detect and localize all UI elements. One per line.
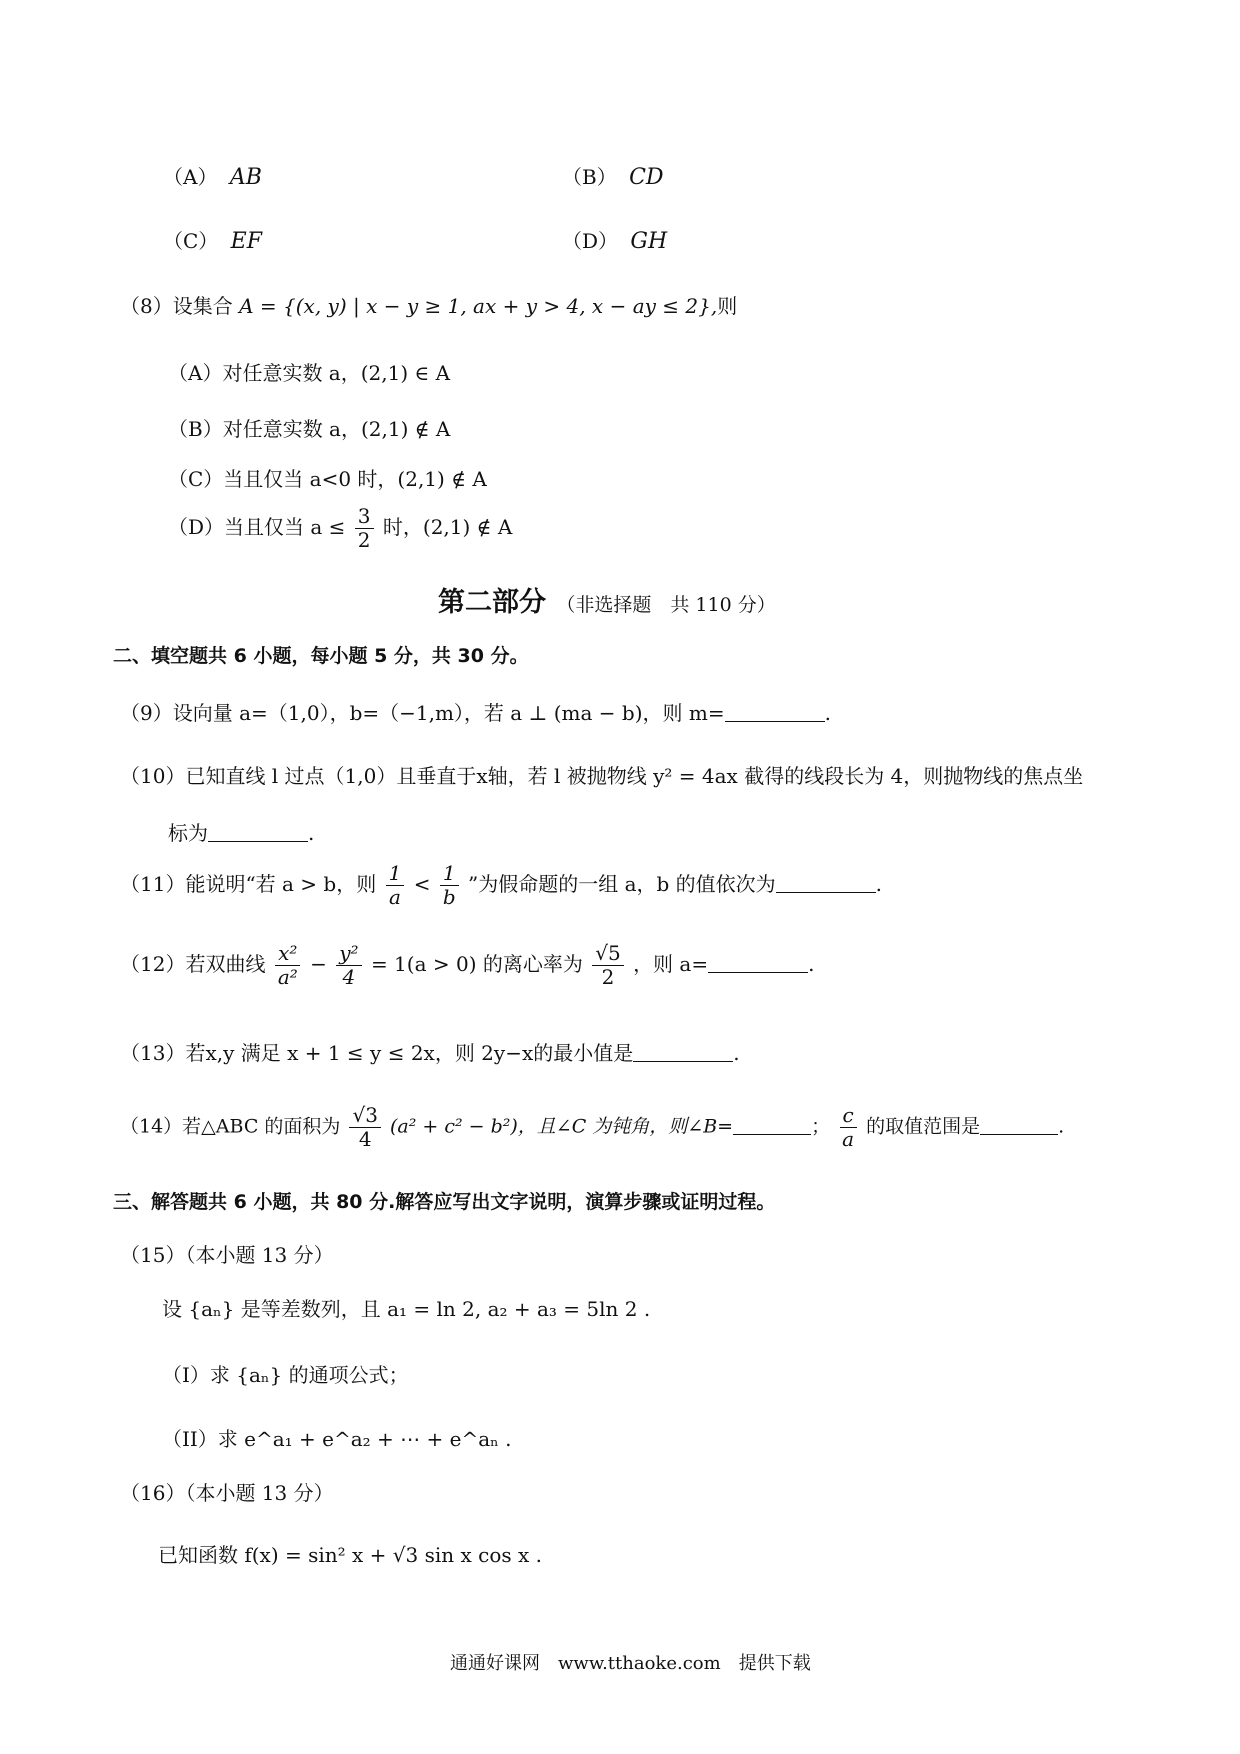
numerator: √3 xyxy=(349,1104,380,1128)
question-text: ”为假命题的一组 a，b 的值依次为 xyxy=(467,872,776,896)
q13 xyxy=(120,1042,740,1064)
q16-title: （16）（本小题 13 分） xyxy=(120,1481,334,1505)
question-number: （8） xyxy=(120,294,173,318)
q15-part-2: （II）求 e^a₁ + e^a₂ + ⋯ + e^aₙ . xyxy=(162,1427,512,1451)
denominator: a xyxy=(388,885,401,909)
question-text: （9）设向量 a=（1,0），b=（−1,m），若 a ⊥ (ma − b)，则 m= xyxy=(120,701,725,725)
fraction xyxy=(440,862,459,909)
q15-part-1: （I）求 {aₙ} 的通项公式； xyxy=(162,1363,409,1387)
fraction xyxy=(349,1104,380,1151)
fraction xyxy=(839,1104,857,1151)
option-label: （B） xyxy=(562,165,617,189)
page-footer: 通通好课网 www.tthaoke.com 提供下载 xyxy=(450,1653,811,1674)
option-text: 时，(2,1) ∉ A xyxy=(382,515,513,539)
fraction xyxy=(275,942,301,989)
question-text: （11）能说明“若 a > b，则 xyxy=(120,872,377,896)
numerator: 1 xyxy=(386,862,405,886)
part-title: 第二部分 xyxy=(438,587,546,618)
fraction xyxy=(336,942,361,989)
numerator: 1 xyxy=(440,862,459,886)
section-3-heading: 三、解答题共 6 小题，共 80 分.解答应写出文字说明，演算步骤或证明过程。 xyxy=(113,1191,776,1213)
punctuation: . xyxy=(733,1041,740,1065)
answer-blank[interactable] xyxy=(633,1043,733,1062)
q16-stem: 已知函数 f(x) = sin² x + √3 sin x cos x . xyxy=(158,1543,543,1567)
answer-blank[interactable] xyxy=(725,703,825,722)
q8-option-c: （C）当且仅当 a<0 时，(2,1) ∉ A xyxy=(168,467,487,491)
question-text: 的取值范围是 xyxy=(866,1115,981,1138)
option-text: GH xyxy=(630,229,668,254)
question-text: (a² + c² − b²)，且∠C 为钝角，则∠B= xyxy=(389,1115,734,1138)
q8-option-d xyxy=(168,505,512,552)
option-label: （D） xyxy=(562,229,619,253)
denominator: 2 xyxy=(357,528,371,552)
stem-text: 则 xyxy=(717,294,738,318)
question-text: ，则 a= xyxy=(633,952,709,976)
punctuation: . xyxy=(824,701,831,725)
option-text: EF xyxy=(230,229,262,254)
punctuation: . xyxy=(875,872,883,896)
denominator: b xyxy=(442,885,456,909)
numerator: x² xyxy=(275,942,300,966)
q9 xyxy=(120,702,831,724)
denominator: 4 xyxy=(342,965,356,989)
answer-blank[interactable] xyxy=(733,1116,811,1135)
option-text: （D）当且仅当 a ≤ xyxy=(168,515,346,539)
section-2-heading: 二、填空题共 6 小题，每小题 5 分，共 30 分。 xyxy=(113,645,529,667)
q10-line-2 xyxy=(168,822,314,844)
option-text: CD xyxy=(629,165,664,190)
denominator: a xyxy=(842,1127,855,1151)
punctuation: . xyxy=(1058,1115,1065,1138)
q7-option-d xyxy=(562,230,667,254)
q15-title: （15）（本小题 13 分） xyxy=(120,1243,334,1267)
stem-text: 设集合 xyxy=(172,294,233,318)
q11 xyxy=(120,862,882,909)
numerator: 3 xyxy=(355,505,374,529)
q10-line-1: （10）已知直线 l 过点（1,0）且垂直于x轴，若 l 被抛物线 y² = 4ax 截得的线段长为 4，则抛物线的焦点坐 xyxy=(120,764,1084,788)
q8-option-b: （B）对任意实数 a，(2,1) ∉ A xyxy=(168,417,451,441)
denominator: 4 xyxy=(358,1127,372,1151)
question-text: 标为 xyxy=(168,821,208,845)
fraction xyxy=(592,942,623,989)
numerator: √5 xyxy=(592,942,623,966)
answer-blank[interactable] xyxy=(708,954,808,973)
punctuation: . xyxy=(808,952,815,976)
q14 xyxy=(120,1104,1064,1151)
answer-blank[interactable] xyxy=(980,1116,1058,1135)
q7-option-a xyxy=(163,166,262,190)
fraction xyxy=(355,505,374,552)
punctuation: ； xyxy=(811,1115,831,1138)
denominator: 2 xyxy=(601,965,615,989)
denominator: a² xyxy=(277,965,298,989)
punctuation: . xyxy=(308,821,315,845)
q7-option-c xyxy=(163,230,262,254)
q8-option-a: （A）对任意实数 a，(2,1) ∈ A xyxy=(168,361,451,385)
option-label: （C） xyxy=(163,229,219,253)
question-text: （13）若x,y 满足 x + 1 ≤ y ≤ 2x，则 2y−x的最小值是 xyxy=(120,1041,634,1065)
question-text: = 1(a > 0) 的离心率为 xyxy=(370,952,583,976)
numerator: c xyxy=(840,1104,857,1128)
question-text: （12）若双曲线 xyxy=(120,952,266,976)
q12 xyxy=(120,942,814,989)
q15-stem: 设 {aₙ} 是等差数列，且 a₁ = ln 2, a₂ + a₃ = 5ln 2 . xyxy=(162,1297,651,1321)
part-subtitle: （非选择题 共 110 分） xyxy=(556,594,776,616)
operator: − xyxy=(310,952,327,976)
q8-stem xyxy=(120,295,737,317)
answer-blank[interactable] xyxy=(208,823,308,842)
fraction xyxy=(386,862,405,909)
q7-option-b xyxy=(562,166,664,190)
answer-blank[interactable] xyxy=(776,874,876,893)
question-text: （14）若△ABC 的面积为 xyxy=(120,1115,341,1138)
option-label: （A） xyxy=(163,165,218,189)
option-text: AB xyxy=(229,165,262,190)
numerator: y² xyxy=(336,942,361,966)
operator: < xyxy=(413,872,431,896)
set-expression: A = {(x, y) | x − y ≥ 1, ax + y > 4, x − ay ≤ 2}, xyxy=(239,294,718,318)
part-heading xyxy=(438,588,776,618)
